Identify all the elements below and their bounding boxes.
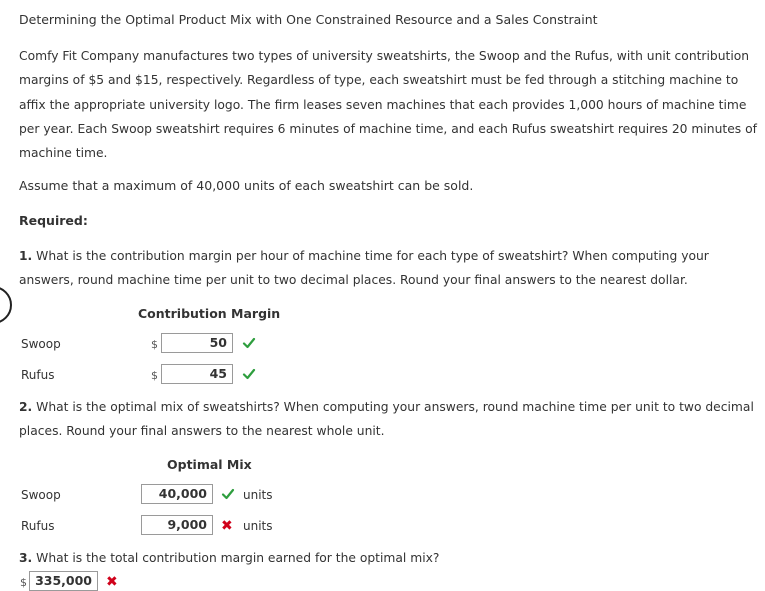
question-2 <box>19 395 761 444</box>
correct-check-icon <box>242 336 256 350</box>
q1-swoop-input[interactable]: 50 <box>161 333 233 353</box>
q2-swoop-input[interactable]: 40,000 <box>141 484 213 504</box>
q2-rufus-label: Rufus <box>21 519 55 533</box>
problem-description: Comfy Fit Company manufactures two types of university sweatshirts, the Swoop and the Rufus, with unit contribution margins of $5 and $15, respectively. Regardless of type, each sweatshirt must be fed through a stitching machine to affix the appropriate university logo. The firm leases seven machines that each provides 1,000 hours of machine time per year. Each Swoop sweatshirt requires 6 minutes of machine time, and each Rufus sweatshirt requires 20 minutes of machine time. <box>19 49 757 161</box>
incorrect-x-icon: ✖ <box>221 518 233 534</box>
q1-rufus-input[interactable]: 45 <box>161 364 233 384</box>
problem-title: Determining the Optimal Product Mix with One Constrained Resource and a Sales Constraint <box>19 12 598 27</box>
q2-swoop-units: units <box>243 488 273 502</box>
incorrect-x-icon: ✖ <box>106 574 118 590</box>
question-2-number: 2. <box>19 400 33 414</box>
q3-total-input[interactable]: 335,000 <box>29 571 98 591</box>
q1-rufus-currency: $ <box>151 369 158 382</box>
q1-rufus-label: Rufus <box>21 368 55 382</box>
question-1 <box>19 244 761 293</box>
q2-swoop-label: Swoop <box>21 488 61 502</box>
question-1-number: 1. <box>19 249 33 263</box>
q1-swoop-currency: $ <box>151 338 158 351</box>
question-3-number: 3. <box>19 551 33 565</box>
correct-check-icon <box>221 487 235 501</box>
question-3-text: What is the total contribution margin earned for the optimal mix? <box>36 551 440 565</box>
optimal-mix-header: Optimal Mix <box>167 457 252 472</box>
q3-currency: $ <box>20 576 27 589</box>
question-2-text: What is the optimal mix of sweatshirts? When computing your answers, round machine time per unit to two decimal places. Round your final answers to the nearest whole unit. <box>19 400 754 439</box>
q2-rufus-input[interactable]: 9,000 <box>141 515 213 535</box>
problem-assumption: Assume that a maximum of 40,000 units of each sweatshirt can be sold. <box>19 178 474 193</box>
partial-circle-marker <box>0 286 12 324</box>
required-heading: Required: <box>19 213 88 228</box>
q1-swoop-label: Swoop <box>21 337 61 351</box>
correct-check-icon <box>242 367 256 381</box>
question-1-text: What is the contribution margin per hour of machine time for each type of sweatshirt? When computing your answers, round machine time per unit to two decimal places. Round your final answers to the nearest dollar. <box>19 249 709 288</box>
q2-rufus-units: units <box>243 519 273 533</box>
contribution-margin-header: Contribution Margin <box>138 306 281 321</box>
question-3 <box>19 546 761 570</box>
